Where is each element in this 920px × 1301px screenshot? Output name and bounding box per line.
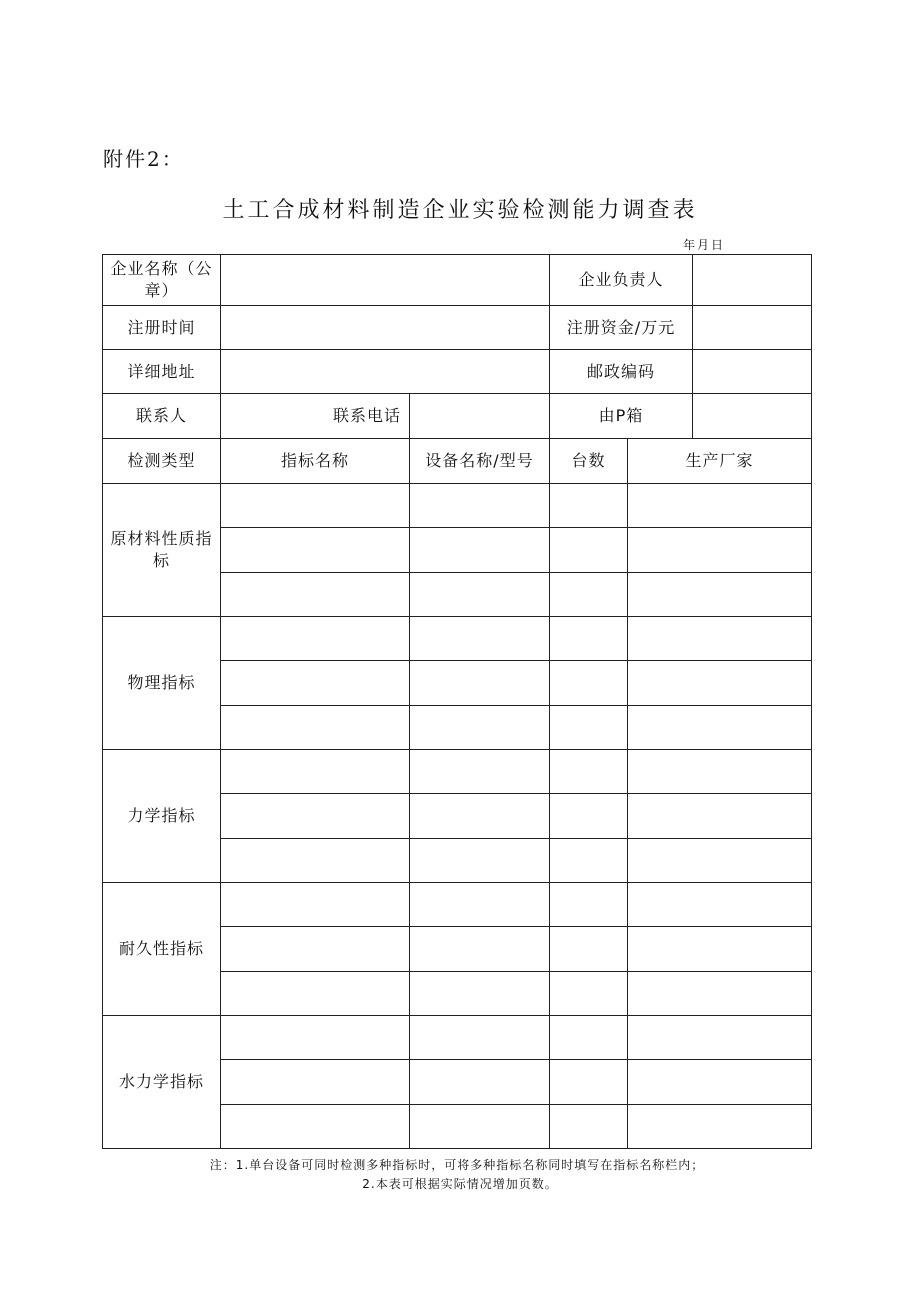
count-cell[interactable]	[550, 1060, 628, 1105]
count-cell[interactable]	[550, 661, 628, 706]
table-row	[103, 883, 812, 927]
category-label: 耐久性指标	[103, 883, 221, 1016]
footnote-2: 2.本表可根据实际情况增加页数。	[362, 1177, 558, 1191]
col-header-count: 台数	[550, 439, 628, 484]
category-rows	[103, 484, 812, 1149]
indicator-name-cell[interactable]	[221, 1060, 410, 1105]
manufacturer-cell[interactable]	[628, 661, 812, 706]
category-label: 水力学指标	[103, 1016, 221, 1149]
table-row	[103, 1016, 812, 1060]
footnote-1: 注：1.单台设备可同时检测多种指标时，可将多种指标名称同时填写在指标名称栏内；	[209, 1158, 705, 1172]
indicator-name-cell[interactable]	[221, 927, 410, 972]
indicator-name-cell[interactable]	[221, 1105, 410, 1149]
manufacturer-cell[interactable]	[628, 1016, 812, 1060]
equipment-cell[interactable]	[410, 927, 550, 972]
col-header-equipment: 设备名称/型号	[410, 439, 550, 484]
count-cell[interactable]	[550, 1105, 628, 1149]
reg-capital-label: 注册资金/万元	[550, 306, 693, 350]
indicator-name-cell[interactable]	[221, 883, 410, 927]
equipment-cell[interactable]	[410, 484, 550, 528]
equipment-cell[interactable]	[410, 528, 550, 573]
indicator-name-cell[interactable]	[221, 528, 410, 573]
footnotes	[0, 1156, 920, 1194]
manufacturer-cell[interactable]	[628, 1060, 812, 1105]
indicator-name-cell[interactable]	[221, 750, 410, 794]
manufacturer-cell[interactable]	[628, 839, 812, 883]
manufacturer-cell[interactable]	[628, 484, 812, 528]
email-label: 由P箱	[550, 394, 693, 439]
email-field[interactable]	[693, 394, 812, 439]
manufacturer-cell[interactable]	[628, 883, 812, 927]
company-head-label: 企业负责人	[550, 255, 693, 306]
company-row	[103, 255, 812, 306]
category-label: 物理指标	[103, 617, 221, 750]
company-name-label: 企业名称（公章）	[103, 255, 221, 306]
attachment-label: 附件2：	[103, 147, 184, 171]
address-row	[103, 350, 812, 394]
indicator-name-cell[interactable]	[221, 839, 410, 883]
equipment-cell[interactable]	[410, 617, 550, 661]
col-header-type: 检测类型	[103, 439, 221, 484]
manufacturer-cell[interactable]	[628, 750, 812, 794]
count-cell[interactable]	[550, 750, 628, 794]
equipment-cell[interactable]	[410, 1060, 550, 1105]
equipment-cell[interactable]	[410, 794, 550, 839]
indicator-name-cell[interactable]	[221, 484, 410, 528]
indicator-name-cell[interactable]	[221, 706, 410, 750]
category-label: 力学指标	[103, 750, 221, 883]
count-cell[interactable]	[550, 794, 628, 839]
count-cell[interactable]	[550, 484, 628, 528]
equipment-cell[interactable]	[410, 661, 550, 706]
form-title: 土工合成材料制造企业实验检测能力调查表	[222, 198, 698, 223]
equipment-cell[interactable]	[410, 1016, 550, 1060]
equipment-cell[interactable]	[410, 883, 550, 927]
phone-field[interactable]	[410, 394, 550, 439]
category-label: 原材料性质指标	[103, 484, 221, 617]
survey-table	[102, 254, 812, 1149]
count-cell[interactable]	[550, 927, 628, 972]
contact-label: 联系人	[103, 394, 221, 439]
equipment-cell[interactable]	[410, 750, 550, 794]
manufacturer-cell[interactable]	[628, 528, 812, 573]
manufacturer-cell[interactable]	[628, 573, 812, 617]
postcode-label: 邮政编码	[550, 350, 693, 394]
count-cell[interactable]	[550, 528, 628, 573]
contact-field[interactable]	[221, 394, 410, 439]
col-header-manufacturer: 生产厂家	[628, 439, 812, 484]
date-label: 年月日	[683, 238, 726, 252]
manufacturer-cell[interactable]	[628, 1105, 812, 1149]
count-cell[interactable]	[550, 706, 628, 750]
manufacturer-cell[interactable]	[628, 927, 812, 972]
manufacturer-cell[interactable]	[628, 706, 812, 750]
indicator-name-cell[interactable]	[221, 794, 410, 839]
postcode-field[interactable]	[693, 350, 812, 394]
equipment-cell[interactable]	[410, 972, 550, 1016]
manufacturer-cell[interactable]	[628, 617, 812, 661]
equipment-cell[interactable]	[410, 706, 550, 750]
count-cell[interactable]	[550, 1016, 628, 1060]
address-field[interactable]	[221, 350, 550, 394]
reg-time-label: 注册时间	[103, 306, 221, 350]
count-cell[interactable]	[550, 573, 628, 617]
equipment-cell[interactable]	[410, 839, 550, 883]
indicator-name-cell[interactable]	[221, 573, 410, 617]
registration-row	[103, 306, 812, 350]
col-header-indicator: 指标名称	[221, 439, 410, 484]
manufacturer-cell[interactable]	[628, 794, 812, 839]
table-row	[103, 750, 812, 794]
equipment-cell[interactable]	[410, 1105, 550, 1149]
column-header-row	[103, 439, 812, 484]
count-cell[interactable]	[550, 617, 628, 661]
reg-time-field[interactable]	[221, 306, 550, 350]
reg-capital-field[interactable]	[693, 306, 812, 350]
count-cell[interactable]	[550, 883, 628, 927]
indicator-name-cell[interactable]	[221, 1016, 410, 1060]
count-cell[interactable]	[550, 839, 628, 883]
address-label: 详细地址	[103, 350, 221, 394]
indicator-name-cell[interactable]	[221, 617, 410, 661]
indicator-name-cell[interactable]	[221, 661, 410, 706]
count-cell[interactable]	[550, 972, 628, 1016]
manufacturer-cell[interactable]	[628, 972, 812, 1016]
contact-row	[103, 394, 812, 439]
company-head-field[interactable]	[693, 255, 812, 306]
table-row	[103, 484, 812, 528]
company-name-field[interactable]	[221, 255, 550, 306]
indicator-name-cell[interactable]	[221, 972, 410, 1016]
table-row	[103, 617, 812, 661]
phone-label: 联系电话	[332, 406, 401, 425]
equipment-cell[interactable]	[410, 573, 550, 617]
